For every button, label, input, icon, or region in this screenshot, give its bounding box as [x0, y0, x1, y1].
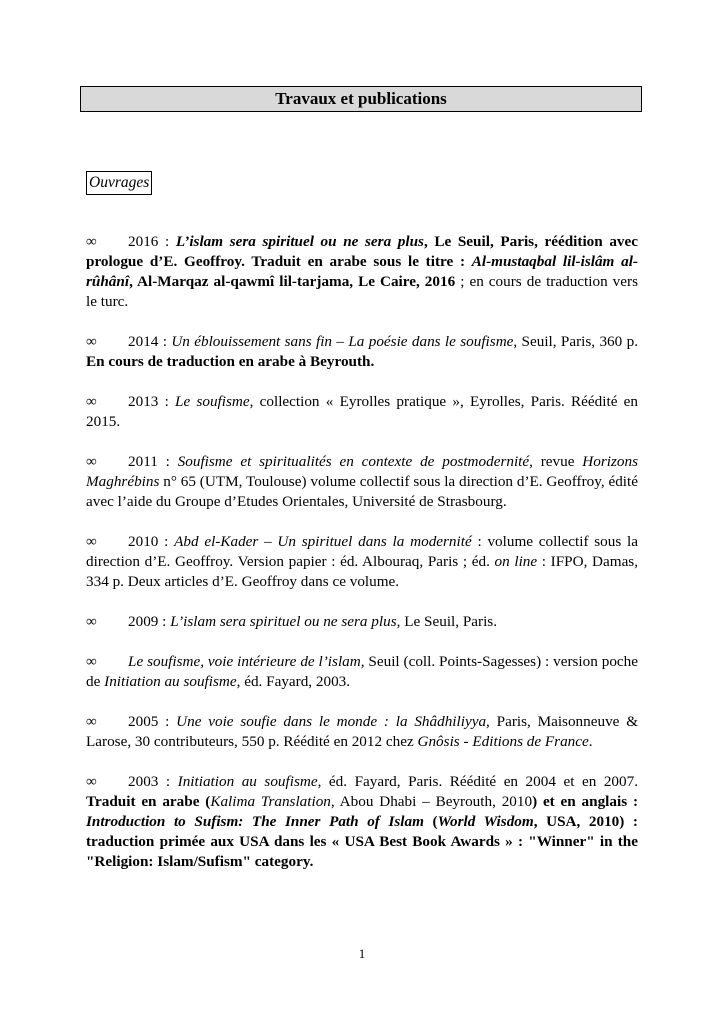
- entry-text-segment: ) et en anglais :: [532, 793, 638, 810]
- bullet-symbol: ∞: [86, 333, 97, 350]
- bullet-symbol: ∞: [86, 613, 97, 630]
- entry-text-segment: on line: [494, 553, 538, 570]
- entry-text-segment: , Al-Marqaz al-qawmî lil-tarjama, Le Caire, 2016: [129, 273, 456, 290]
- entry-text-segment: , éd. Fayard, Paris. Réédité en 2004 et en 2007.: [317, 773, 638, 790]
- bullet-symbol: ∞: [86, 713, 97, 730]
- entry-text-segment: Initiation au soufisme: [177, 773, 318, 790]
- publication-entry: [86, 452, 638, 512]
- section-heading-ouvrages: Ouvrages: [86, 171, 152, 195]
- entry-text-segment: , USA, 2010) : traduction primée aux USA dans les « USA Best Book Awards » : "Winner" in the "Religion: Islam/Sufism" category.: [86, 813, 638, 870]
- entry-text-segment: 2010 :: [128, 533, 175, 550]
- entry-text-segment: Gnôsis - Editions de France: [417, 733, 589, 750]
- entry-text-segment: ; en cours de traduction vers le turc.: [86, 273, 638, 310]
- entry-text-segment: 2013 :: [128, 393, 176, 410]
- entry-text-segment: , Le Seuil, Paris.: [396, 613, 498, 630]
- entry-text-segment: , Abou Dhabi – Beyrouth, 2010: [330, 793, 533, 810]
- bullet-symbol: ∞: [86, 773, 97, 790]
- entry-text-segment: L’islam sera spirituel ou ne sera plus: [175, 233, 424, 250]
- entry-text-segment: (: [423, 813, 438, 830]
- entry-text-segment: , Paris, Maisonneuve & Larose, 30 contributeurs, 550 p. Réédité en 2012 chez: [86, 713, 639, 750]
- entry-text-segment: 2003 :: [128, 773, 178, 790]
- entry-text-segment: 2014 :: [128, 333, 172, 350]
- entry-text-segment: Le soufisme: [175, 393, 250, 410]
- entry-text-segment: Al-mustaqbal lil-islâm al-rûhânî: [86, 253, 638, 290]
- entry-text-segment: Initiation au soufisme: [104, 673, 237, 690]
- entry-text-segment: , collection « Eyrolles pratique », Eyrolles, Paris. Réédité en 2015.: [86, 393, 638, 430]
- entry-text-segment: , éd. Fayard, 2003.: [236, 673, 351, 690]
- entry-text-segment: 2005 :: [128, 713, 177, 730]
- page-title: Travaux et publications: [80, 86, 642, 112]
- entry-text-segment: Une voie soufie dans le monde : la Shâdhiliyya: [176, 713, 487, 730]
- publication-entry: [86, 532, 638, 592]
- entry-text-segment: , revue: [529, 453, 583, 470]
- entry-text-segment: Le soufisme, voie intérieure de l’islam,: [128, 653, 365, 670]
- entry-text-segment: .: [588, 733, 593, 750]
- entry-text-segment: 2009 :: [128, 613, 171, 630]
- entry-text-segment: Kalima Translation: [210, 793, 331, 810]
- page-number: 1: [358, 946, 366, 961]
- entry-text-segment: : volume collectif sous la direction d’E. Geoffroy. Version papier : éd. Albouraq, Paris ; éd.: [86, 533, 638, 570]
- entry-text-segment: Un éblouissement sans fin – La poésie dans le soufisme: [171, 333, 514, 350]
- publication-entry: [86, 772, 638, 872]
- bullet-symbol: ∞: [86, 533, 97, 550]
- publication-entry: [86, 712, 638, 752]
- entry-text-segment: En cours de traduction en arabe à Beyrouth.: [86, 353, 375, 370]
- entry-text-segment: L’islam sera spirituel ou ne sera plus: [170, 613, 397, 630]
- entry-text-segment: Soufisme et spiritualités en contexte de postmodernité: [177, 453, 530, 470]
- entry-text-segment: : IFPO, Damas, 334 p. Deux articles d’E. Geoffroy dans ce volume.: [86, 553, 639, 590]
- publication-entry: [86, 232, 638, 312]
- bullet-symbol: ∞: [86, 653, 97, 670]
- entry-text-segment: Seuil (coll. Points-Sagesses) : version poche de: [86, 653, 638, 690]
- entry-text-segment: World Wisdom: [437, 813, 534, 830]
- bullet-symbol: ∞: [86, 233, 97, 250]
- entry-text-segment: 2016 :: [128, 233, 176, 250]
- entry-text-segment: n° 65 (UTM, Toulouse) volume collectif sous la direction d’E. Geoffroy, édité avec l’aide du Groupe d’Etudes Orientales, Université de Strasbourg.: [86, 473, 638, 510]
- entry-text-segment: Traduit en arabe (: [86, 793, 211, 810]
- entry-text-segment: 2011 :: [128, 453, 178, 470]
- publication-list: [86, 232, 638, 892]
- entry-text-segment: Abd el-Kader – Un spirituel dans la modernité: [174, 533, 472, 550]
- bullet-symbol: ∞: [86, 393, 97, 410]
- entry-text-segment: , Le Seuil, Paris, réédition avec prologue d’E. Geoffroy. Traduit en arabe sous le titre :: [86, 233, 638, 270]
- publication-entry: [86, 652, 638, 692]
- bullet-symbol: ∞: [86, 453, 97, 470]
- publication-entry: [86, 392, 638, 432]
- entry-text-segment: Horizons Maghrébins: [86, 453, 638, 490]
- publication-entry: [86, 612, 638, 632]
- entry-text-segment: , Seuil, Paris, 360 p.: [513, 333, 638, 350]
- entry-text-segment: Introduction to Sufism: The Inner Path of Islam: [86, 813, 424, 830]
- publication-entry: [86, 332, 638, 372]
